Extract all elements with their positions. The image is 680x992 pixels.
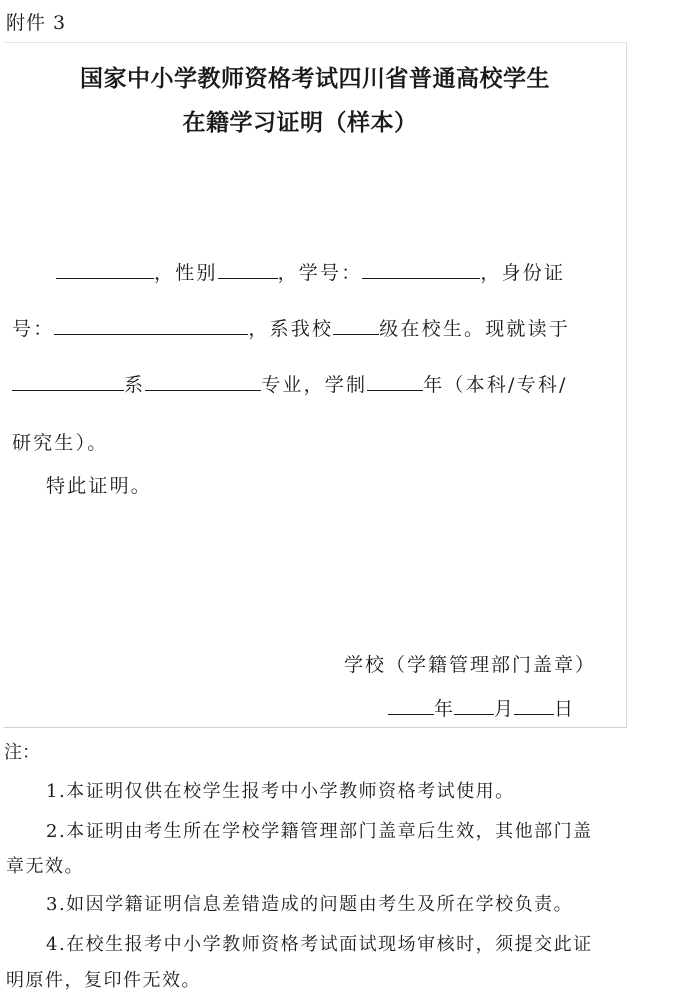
id-card-label: ，身份证: [480, 262, 566, 284]
date-line: [388, 694, 574, 721]
name-blank[interactable]: [56, 277, 154, 279]
note-1: 1.本证明仅供在校学生报考中小学教师资格考试使用。: [46, 781, 515, 802]
student-id-label: ，学号：: [277, 262, 363, 284]
certify-text: 特此证明。: [46, 475, 153, 497]
department-label: 系: [124, 374, 146, 396]
attachment-label: 附件 3: [6, 12, 67, 34]
major-label: 专业，学制: [261, 374, 368, 396]
id-card-blank[interactable]: [54, 333, 248, 335]
gender-blank[interactable]: [218, 277, 278, 279]
month-blank[interactable]: [454, 713, 494, 715]
form-line-3: [12, 370, 568, 397]
year-label: 年: [434, 698, 455, 720]
duration-blank[interactable]: [367, 389, 423, 391]
note-2: 2.本证明由考生所在学校学籍管理部门盖章后生效，其他部门盖: [46, 821, 593, 842]
enrolled-label: 级在校生。现就读于: [379, 318, 571, 340]
note-2-continued: 章无效。: [6, 856, 84, 877]
note-4-continued: 明原件，复印件无效。: [6, 970, 201, 991]
form-line-2: [12, 314, 570, 341]
day-label: 日: [554, 698, 575, 720]
school-label: ，系我校: [248, 318, 334, 340]
form-line-4: 研究生）。: [12, 432, 109, 454]
year-blank[interactable]: [388, 713, 434, 715]
certificate-title-line1: 国家中小学教师资格考试四川省普通高校学生: [80, 66, 550, 92]
department-blank[interactable]: [12, 389, 124, 391]
major-blank[interactable]: [145, 389, 261, 391]
note-3: 3.如因学籍证明信息差错造成的问题由考生及所在学校负责。: [46, 894, 574, 915]
month-label: 月: [494, 698, 515, 720]
form-line-1: [56, 258, 565, 285]
student-id-blank[interactable]: [362, 277, 480, 279]
gender-label: ，性别: [154, 262, 218, 284]
certificate-title-line2: 在籍学习证明（样本）: [182, 110, 418, 136]
degree-type-label: 年（本科/专科/: [423, 374, 568, 396]
id-card-label-cont: 号：: [12, 318, 55, 340]
day-blank[interactable]: [514, 713, 554, 715]
grade-blank[interactable]: [333, 333, 379, 335]
school-stamp-label: 学校（学籍管理部门盖章）: [344, 654, 597, 676]
note-4: 4.在校生报考中小学教师资格考试面试现场审核时，须提交此证: [46, 934, 593, 955]
notes-label: 注：: [4, 742, 40, 763]
